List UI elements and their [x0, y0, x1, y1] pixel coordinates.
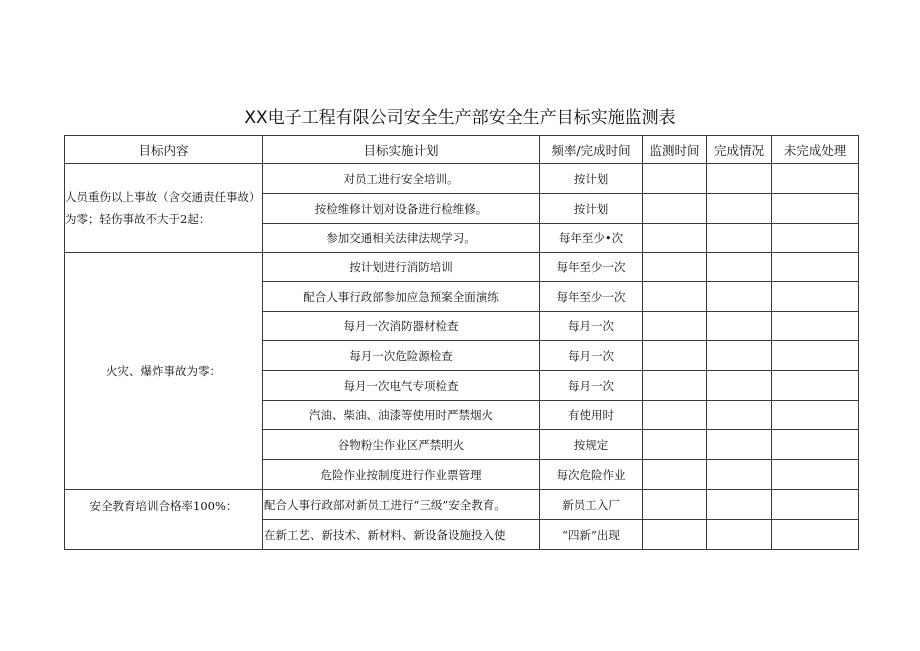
header-frequency: 频率/完成时间	[540, 136, 643, 164]
monitoring-time-cell	[643, 371, 707, 401]
monitoring-time-cell	[643, 164, 707, 194]
plan-cell: 在新工艺、新技术、新材料、新设备设施投入使	[263, 520, 540, 550]
frequency-cell: “四新”出现	[540, 520, 643, 550]
frequency-cell: 每年至少一次	[540, 282, 643, 312]
frequency-cell: 按计划	[540, 164, 643, 194]
incomplete-handling-cell	[772, 164, 859, 194]
monitoring-time-cell	[643, 224, 707, 253]
plan-cell: 每月一次电气专项检查	[263, 371, 540, 401]
incomplete-handling-cell	[772, 490, 859, 520]
incomplete-handling-cell	[772, 224, 859, 253]
frequency-cell: 按计划	[540, 194, 643, 224]
incomplete-handling-cell	[772, 341, 859, 371]
incomplete-handling-cell	[772, 520, 859, 550]
completion-status-cell	[707, 312, 772, 341]
plan-cell: 危险作业按制度进行作业票管理	[263, 460, 540, 490]
completion-status-cell	[707, 224, 772, 253]
plan-cell: 按计划进行消防培训	[263, 253, 540, 282]
monitoring-time-cell	[643, 282, 707, 312]
plan-cell: 汽油、柴油、油漆等使用时严禁烟火	[263, 401, 540, 430]
header-monitoring-time: 监测时间	[643, 136, 707, 164]
plan-cell: 每月一次消防器材检查	[263, 312, 540, 341]
document-title: XX电子工程有限公司安全生产部安全生产目标实施监测表	[244, 108, 676, 128]
incomplete-handling-cell	[772, 194, 859, 224]
target-cell-personnel-injury: 人员重伤以上事故（含交通责任事故）为零；轻伤事故不大于2起：	[65, 164, 263, 253]
completion-status-cell	[707, 164, 772, 194]
plan-cell: 每月一次危险源检查	[263, 341, 540, 371]
plan-cell: 配合人事行政部对新员工进行“三级”安全教育。	[263, 490, 540, 520]
monitoring-time-cell	[643, 460, 707, 490]
completion-status-cell	[707, 401, 772, 430]
incomplete-handling-cell	[772, 282, 859, 312]
frequency-cell: 每月一次	[540, 312, 643, 341]
incomplete-handling-cell	[772, 430, 859, 460]
monitoring-time-cell	[643, 401, 707, 430]
incomplete-handling-cell	[772, 253, 859, 282]
completion-status-cell	[707, 430, 772, 460]
target-cell-fire-explosion: 火灾、爆炸事故为零：	[65, 253, 263, 490]
completion-status-cell	[707, 520, 772, 550]
monitoring-time-cell	[643, 253, 707, 282]
completion-status-cell	[707, 460, 772, 490]
frequency-cell: 每年至少•次	[540, 224, 643, 253]
plan-cell: 参加交通相关法律法规学习。	[263, 224, 540, 253]
incomplete-handling-cell	[772, 401, 859, 430]
table-row	[65, 490, 859, 520]
frequency-cell: 按规定	[540, 430, 643, 460]
monitoring-time-cell	[643, 430, 707, 460]
monitoring-time-cell	[643, 312, 707, 341]
table-row	[65, 164, 859, 194]
frequency-cell: 每年至少一次	[540, 253, 643, 282]
target-cell-training-pass-rate: 安全教育培训合格率100%：	[65, 490, 263, 550]
completion-status-cell	[707, 371, 772, 401]
monitoring-time-cell	[643, 341, 707, 371]
completion-status-cell	[707, 253, 772, 282]
incomplete-handling-cell	[772, 460, 859, 490]
plan-cell: 配合人事行政部参加应急预案全面演练	[263, 282, 540, 312]
frequency-cell: 有使用时	[540, 401, 643, 430]
incomplete-handling-cell	[772, 312, 859, 341]
frequency-cell: 每次危险作业	[540, 460, 643, 490]
incomplete-handling-cell	[772, 371, 859, 401]
monitoring-time-cell	[643, 520, 707, 550]
header-incomplete-handling: 未完成处理	[772, 136, 859, 164]
header-completion-status: 完成情况	[707, 136, 772, 164]
frequency-cell: 每月一次	[540, 371, 643, 401]
completion-status-cell	[707, 282, 772, 312]
monitoring-time-cell	[643, 194, 707, 224]
plan-cell: 按检维修计划对设备进行检维修。	[263, 194, 540, 224]
completion-status-cell	[707, 341, 772, 371]
frequency-cell: 每月一次	[540, 341, 643, 371]
plan-cell: 谷物粉尘作业区严禁明火	[263, 430, 540, 460]
monitoring-time-cell	[643, 490, 707, 520]
header-row	[65, 136, 859, 164]
table-row	[65, 253, 859, 282]
header-target-content: 目标内容	[65, 136, 263, 164]
completion-status-cell	[707, 490, 772, 520]
frequency-cell: 新员工入厂	[540, 490, 643, 520]
header-implementation-plan: 目标实施计划	[263, 136, 540, 164]
monitoring-table	[64, 135, 859, 550]
plan-cell: 对员工进行安全培训。	[263, 164, 540, 194]
completion-status-cell	[707, 194, 772, 224]
